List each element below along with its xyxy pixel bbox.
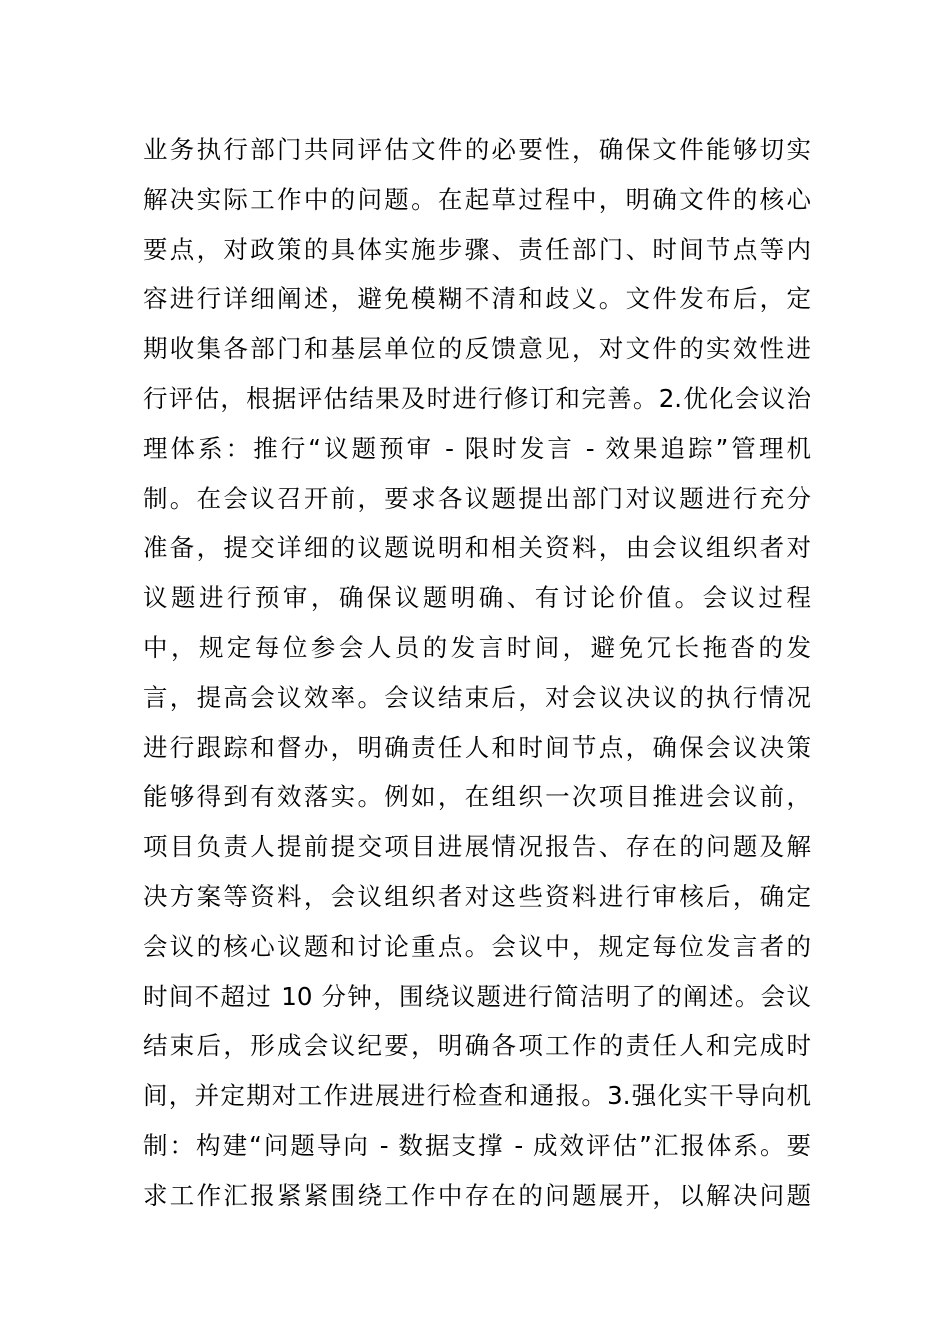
text-line: 时间不超过 10 分钟，围绕议题进行简洁明了的阐述。会议 bbox=[143, 981, 811, 1011]
text-line: 制：构建“问题导向 - 数据支撑 - 成效评估”汇报体系。要 bbox=[143, 1130, 811, 1160]
text-line: 言，提高会议效率。会议结束后，对会议决议的执行情况 bbox=[143, 682, 811, 712]
body-paragraph bbox=[143, 125, 811, 1221]
text-line: 行评估，根据评估结果及时进行修订和完善。2.优化会议治 bbox=[143, 383, 811, 413]
text-line: 能够得到有效落实。例如，在组织一次项目推进会议前， bbox=[143, 782, 811, 812]
text-line: 决方案等资料，会议组织者对这些资料进行审核后，确定 bbox=[143, 881, 811, 911]
text-line: 结束后，形成会议纪要，明确各项工作的责任人和完成时 bbox=[143, 1031, 811, 1061]
text-line: 求工作汇报紧紧围绕工作中存在的问题展开，以解决问题 bbox=[143, 1180, 811, 1210]
text-line: 要点，对政策的具体实施步骤、责任部门、时间节点等内 bbox=[143, 234, 811, 264]
text-line: 业务执行部门共同评估文件的必要性，确保文件能够切实 bbox=[143, 135, 811, 164]
text-line: 解决实际工作中的问题。在起草过程中，明确文件的核心 bbox=[143, 184, 811, 214]
text-line: 议题进行预审，确保议题明确、有讨论价值。会议过程 bbox=[143, 583, 811, 613]
text-line: 进行跟踪和督办，明确责任人和时间节点，确保会议决策 bbox=[143, 732, 811, 762]
text-line: 容进行详细阐述，避免模糊不清和歧义。文件发布后，定 bbox=[143, 284, 811, 314]
text-line: 会议的核心议题和讨论重点。会议中，规定每位发言者的 bbox=[143, 931, 811, 961]
text-line: 中，规定每位参会人员的发言时间，避免冗长拖沓的发 bbox=[143, 632, 811, 662]
text-line: 间，并定期对工作进展进行检查和通报。3.强化实干导向机 bbox=[143, 1081, 811, 1111]
text-line: 制。在会议召开前，要求各议题提出部门对议题进行充分 bbox=[143, 483, 811, 513]
text-line: 期收集各部门和基层单位的反馈意见，对文件的实效性进 bbox=[143, 334, 811, 364]
text-line: 项目负责人提前提交项目进展情况报告、存在的问题及解 bbox=[143, 832, 811, 862]
text-line: 理体系：推行“议题预审 - 限时发言 - 效果追踪”管理机 bbox=[143, 433, 811, 463]
text-line: 准备，提交详细的议题说明和相关资料，由会议组织者对 bbox=[143, 533, 811, 563]
